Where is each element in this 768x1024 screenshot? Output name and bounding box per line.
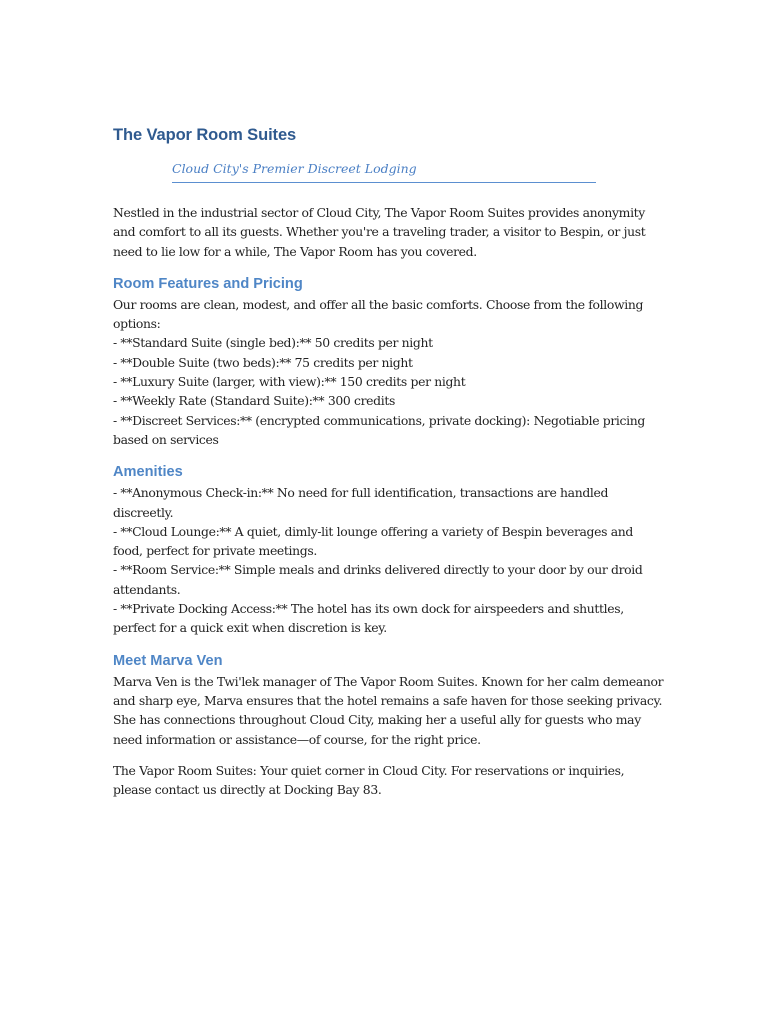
marva-line: and sharp eye, Marva ensures that the hotel remains a safe haven for those seeking privacy.	[113, 692, 663, 708]
features-line: options:	[113, 316, 161, 332]
amenities-paragraph	[113, 483, 663, 637]
intro-line: Nestled in the industrial sector of Cloud City, The Vapor Room Suites provides anonymity	[113, 205, 645, 220]
amenities-line: discreetly.	[113, 504, 174, 520]
marva-line: need information or assistance—of course, for the right price.	[113, 731, 481, 747]
intro-paragraph	[113, 203, 663, 261]
document-body	[113, 124, 663, 799]
subtitle-block	[172, 160, 596, 183]
amenities-line: attendants.	[113, 581, 181, 597]
intro-line: need to lie low for a while, The Vapor Room has you covered.	[113, 243, 477, 259]
marva-heading: Meet Marva Ven	[113, 652, 223, 669]
marva-line: She has connections throughout Cloud City, making her a useful ally for guests who may	[113, 712, 641, 728]
amenities-line: - **Anonymous Check-in:** No need for full identification, transactions are handled	[113, 485, 609, 501]
amenities-line: food, perfect for private meetings.	[113, 543, 317, 559]
closing-line: please contact us directly at Docking Bay 83.	[113, 782, 382, 798]
amenities-heading: Amenities	[113, 464, 183, 481]
closing-line: The Vapor Room Suites: Your quiet corner in Cloud City. For reservations or inquiries,	[113, 762, 625, 778]
features-paragraph	[113, 295, 663, 449]
features-line: - **Discreet Services:** (encrypted communications, private docking): Negotiable pricing	[113, 412, 645, 428]
document-subtitle: Cloud City's Premier Discreet Lodging	[172, 161, 417, 176]
amenities-line: perfect for a quick exit when discretion is key.	[113, 620, 387, 636]
features-line: Our rooms are clean, modest, and offer all the basic comforts. Choose from the following	[113, 296, 644, 312]
marva-paragraph	[113, 672, 663, 749]
document-title: The Vapor Room Suites	[113, 126, 297, 144]
features-line: - **Weekly Rate (Standard Suite):** 300 credits	[113, 393, 395, 409]
amenities-line: - **Cloud Lounge:** A quiet, dimly-lit lounge offering a variety of Bespin beverages and	[113, 523, 633, 539]
features-line: - **Luxury Suite (larger, with view):** 150 credits per night	[113, 374, 466, 390]
amenities-line: - **Room Service:** Simple meals and drinks delivered directly to your door by our droid	[113, 562, 643, 578]
features-line: - **Standard Suite (single bed):** 50 credits per night	[113, 335, 433, 351]
amenities-line: - **Private Docking Access:** The hotel has its own dock for airspeeders and shuttles,	[113, 601, 624, 617]
features-line: based on services	[113, 431, 219, 447]
closing-paragraph	[113, 761, 663, 800]
features-heading: Room Features and Pricing	[113, 275, 303, 292]
intro-line: and comfort to all its guests. Whether you're a traveling trader, a visitor to Bespin, or just	[113, 224, 646, 240]
features-line: - **Double Suite (two beds):** 75 credits per night	[113, 354, 413, 370]
marva-line: Marva Ven is the Twi'lek manager of The Vapor Room Suites. Known for her calm demeanor	[113, 673, 664, 689]
